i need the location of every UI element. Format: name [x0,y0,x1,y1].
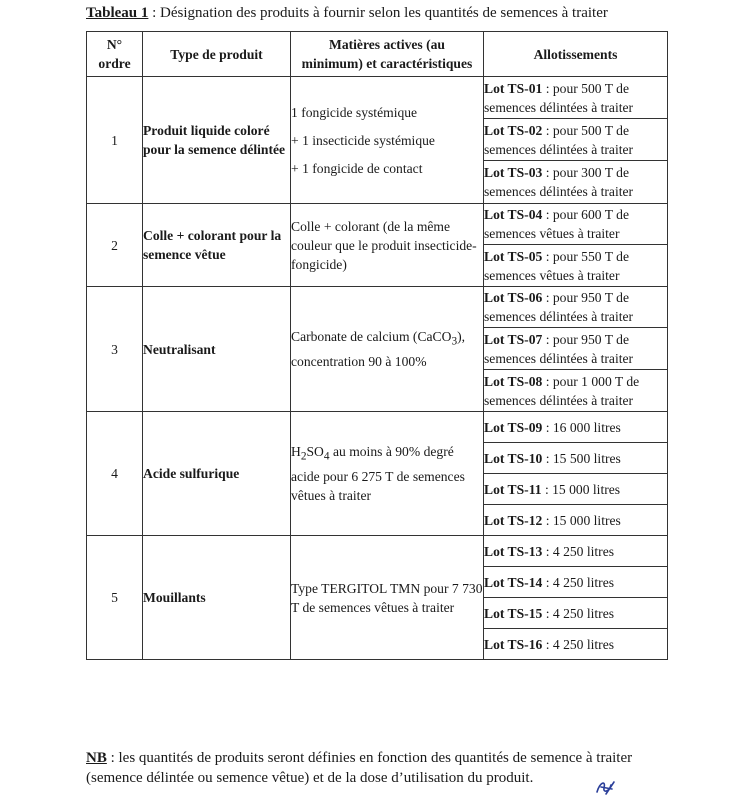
lot-description: : 4 250 litres [542,543,615,559]
product-type: Mouillants [143,536,291,660]
lot-description: : pour 550 T de semences vêtues à traiter [484,248,630,283]
lot-cell [484,77,668,119]
products-table [86,31,668,660]
footnote-text: : les quantités de produits seront définies en fonction des quantités de semence à traiter (semence délintée ou semence vêtue) et de la dose d’utilisation du produit. [86,750,633,786]
material-text-part: SO [306,444,324,460]
material-line: + 1 insecticide systémique [291,132,435,148]
lot-description: : 16 000 litres [542,419,621,435]
table-row [87,412,668,443]
lot-description: : pour 950 T de semences délintées à traiter [484,331,634,366]
active-materials [291,287,484,412]
lot-description: : 4 250 litres [542,574,615,590]
header-row [87,32,668,77]
lot-code: Lot TS-04 [484,207,543,222]
material-text-part: H [291,444,301,460]
material-text-part: 2 [300,450,307,463]
lot-code: Lot TS-01 [484,80,543,96]
table-row [87,77,668,119]
material-line [291,442,483,505]
lot-cell [484,119,668,161]
table-row [87,536,668,567]
lot-description: : 15 000 litres [541,481,621,497]
lot-cell [484,287,668,328]
lot-cell [484,443,668,474]
lot-cell [484,204,668,245]
active-materials [291,536,484,660]
lot-description: : pour 500 T de semences délintées à traiter [484,80,634,115]
header-mat-line2: minimum) et caractéristiques [301,56,473,71]
table-row [87,287,668,328]
order-number: 5 [87,536,143,660]
lot-code: Lot TS-10 [484,450,543,466]
handwritten-initials-icon [594,776,616,803]
material-line: + 1 fongicide de contact [291,160,423,176]
material-text-part: au moins à 90% degré acide pour 6 275 T de semences vêtues à traiter [291,444,465,503]
lot-description: : 4 250 litres [542,605,615,621]
lot-cell [484,474,668,505]
lot-cell [484,328,668,370]
caption-label: Tableau 1 [86,5,149,21]
lot-cell [484,245,668,287]
lot-code: Lot TS-02 [484,122,543,138]
header-lots: Allotissements [484,32,668,77]
lot-cell [484,629,668,660]
lot-code: Lot TS-07 [484,331,543,347]
table-caption [86,5,608,22]
lot-cell [484,412,668,443]
product-type: Acide sulfurique [143,412,291,536]
lot-cell [484,567,668,598]
lot-description: : pour 950 T de semences délintées à traiter [484,290,634,324]
lot-code: Lot TS-14 [484,574,543,590]
header-type: Type de produit [143,32,291,77]
active-materials [291,204,484,287]
material-text-part: Carbonate de calcium (CaCO [291,329,452,345]
lot-cell [484,598,668,629]
lot-cell [484,370,668,412]
header-materials [291,32,484,77]
lot-code: Lot TS-15 [484,605,543,621]
lot-code: Lot TS-09 [484,419,543,435]
header-num [87,32,143,77]
product-type: Produit liquide coloré pour la semence délintée [143,77,291,204]
lot-description: : pour 300 T de semences délintées à traiter [484,165,634,199]
order-number: 4 [87,412,143,536]
material-text-part: 3 [451,335,458,348]
lot-description: : 15 500 litres [542,450,621,466]
lot-code: Lot TS-08 [484,373,543,389]
lot-code: Lot TS-12 [484,512,543,528]
material-text-part: 4 [323,450,330,463]
lot-cell [484,536,668,567]
material-line: Colle + colorant (de la même couleur que le produit insecticide-fongicide) [291,218,477,272]
lot-cell [484,505,668,536]
lot-code: Lot TS-16 [484,636,543,652]
lot-description: : 4 250 litres [542,636,615,652]
order-number: 1 [87,77,143,204]
product-type: Neutralisant [143,287,291,412]
lot-code: Lot TS-03 [484,165,543,180]
lot-code: Lot TS-11 [484,481,542,497]
lot-description: : pour 600 T de semences vêtues à traiter [484,207,630,241]
header-num-line2: ordre [98,56,131,71]
lot-description: : 15 000 litres [542,512,621,528]
lot-code: Lot TS-13 [484,543,543,559]
footnote-label: NB [86,750,107,766]
caption-text: : Désignation des produits à fournir selon les quantités de semences à traiter [148,5,608,21]
table-row [87,204,668,245]
material-line [291,327,483,371]
product-type: Colle + colorant pour la semence vêtue [143,204,291,287]
active-materials [291,77,484,204]
material-text-part: ), concentration 90 à 100% [291,329,466,369]
material-line: Type TERGITOL TMN pour 7 730 T de semences vêtues à traiter [291,580,483,615]
active-materials [291,412,484,536]
header-num-line1: N° [106,37,123,52]
lot-cell [484,161,668,204]
order-number: 2 [87,204,143,287]
lot-description: : pour 500 T de semences délintées à traiter [484,122,634,157]
material-line: 1 fongicide systémique [291,104,418,120]
lot-description: : pour 1 000 T de semences délintées à traiter [484,373,640,408]
lot-code: Lot TS-06 [484,290,543,305]
header-mat-line1: Matières actives (au [328,37,445,52]
lot-code: Lot TS-05 [484,248,543,264]
order-number: 3 [87,287,143,412]
